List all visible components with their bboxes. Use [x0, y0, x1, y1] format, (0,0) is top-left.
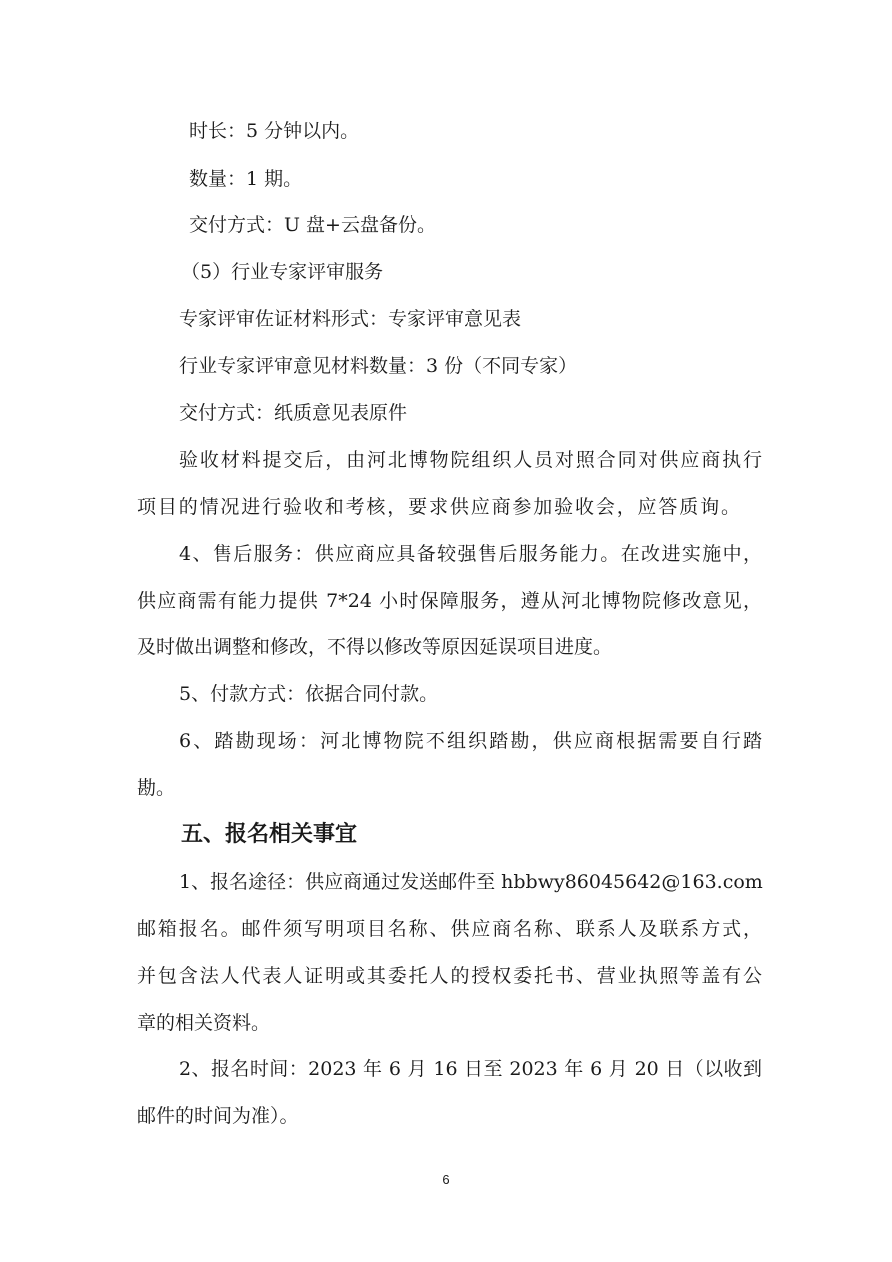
after-sales-line-2: 供应商需有能力提供 7*24 小时保障服务，遵从河北博物院修改意见，: [137, 590, 762, 612]
registration-method-line-4: 章的相关资料。: [137, 1012, 271, 1034]
site-visit-line-2: 勘。: [137, 777, 176, 799]
registration-time-line-1: 2、报名时间：2023 年 6 月 16 日至 2023 年 6 月 20 日（以收到: [179, 1058, 762, 1080]
registration-time-line-2: 邮件的时间为准）。: [137, 1105, 299, 1127]
duration-line: 时长：5 分钟以内。: [189, 120, 360, 142]
expert-review-delivery: 交付方式：纸质意见表原件: [179, 402, 408, 424]
after-sales-line-3: 及时做出调整和修改，不得以修改等原因延误项目进度。: [137, 636, 613, 658]
expert-review-count: 行业专家评审意见材料数量：3 份（不同专家）: [179, 355, 578, 377]
quantity-line: 数量：1 期。: [189, 168, 303, 190]
page-number: 6: [442, 1172, 450, 1187]
registration-method-line-3: 并包含法人代表人证明或其委托人的授权委托书、营业执照等盖有公: [137, 965, 762, 987]
expert-review-form: 专家评审佐证材料形式：专家评审意见表: [179, 308, 522, 330]
expert-review-title: （5）行业专家评审服务: [181, 261, 384, 283]
section-heading: 五、报名相关事宜: [181, 822, 358, 847]
after-sales-line-1: 4、售后服务：供应商应具备较强售后服务能力。在改进实施中，: [179, 543, 762, 565]
acceptance-line-2: 项目的情况进行验收和考核，要求供应商参加验收会，应答质询。: [137, 496, 740, 518]
registration-method-line-2: 邮箱报名。邮件须写明项目名称、供应商名称、联系人及联系方式，: [137, 918, 762, 940]
delivery-line: 交付方式：U 盘+云盘备份。: [189, 214, 436, 236]
payment-line: 5、付款方式：依据合同付款。: [179, 683, 439, 705]
registration-method-line-1: 1、报名途径：供应商通过发送邮件至 hbbwy86045642@163.com: [179, 871, 763, 893]
site-visit-line-1: 6、踏勘现场：河北博物院不组织踏勘，供应商根据需要自行踏: [179, 730, 762, 752]
acceptance-line-1: 验收材料提交后，由河北博物院组织人员对照合同对供应商执行: [179, 449, 762, 471]
